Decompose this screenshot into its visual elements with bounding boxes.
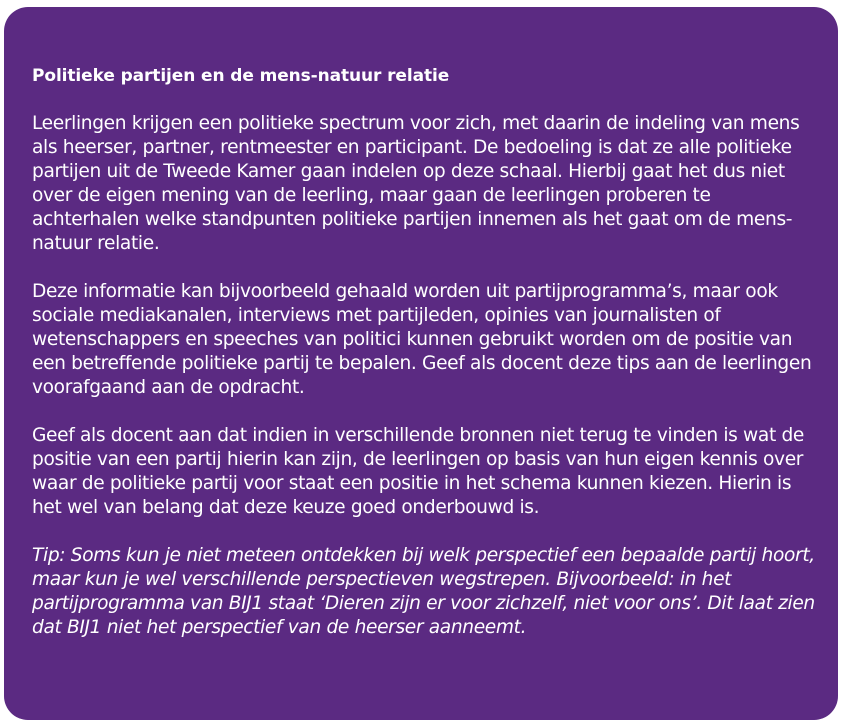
card-title: Politieke partijen en de mens-natuur relatie [32,66,450,86]
paragraph-own-knowledge: Geef als docent aan dat indien in verschillende bronnen niet terug te vinden is wat de positie van een partij hierin kan zijn, de leerlingen op basis van hun eigen kennis over waar de politieke partij voor staat een positie in het schema kunnen kiezen. Hierin is het wel van belang dat deze keuze goed onderbouwd is. [32,425,805,518]
tip-paragraph: Tip: Soms kun je niet meteen ontdekken bij welk perspectief een bepaalde partij hoort, maar kun je wel verschillende perspectieven wegstrepen. Bijvoorbeeld: in het partijprogramma van BIJ1 staat ‘Dieren zijn er voor zichzelf, niet voor ons’. Dit laat zien dat BIJ1 niet het perspectief van de heerser aanneemt. [32,545,815,638]
paragraph-sources: Deze informatie kan bijvoorbeeld gehaald worden uit partijprogramma’s, maar ook sociale mediakanalen, interviews met partijleden, opinies van journalisten of wetenschappers en speeches van politici kunnen gebruikt worden om de positie van een betreffende politieke partij te bepalen. Geef als docent deze tips aan de leerlingen voorafgaand aan de opdracht. [32,281,812,398]
info-card [4,7,838,720]
paragraph-intro: Leerlingen krijgen een politieke spectrum voor zich, met daarin de indeling van mens als heerser, partner, rentmeester en participant. De bedoeling is dat ze alle politieke partijen uit de Tweede Kamer gaan indelen op deze schaal. Hierbij gaat het dus niet over de eigen mening van de leerling, maar gaan de leerlingen proberen te achterhalen welke standpunten politieke partijen innemen als het gaat om de mens-natuur relatie. [32,113,800,254]
